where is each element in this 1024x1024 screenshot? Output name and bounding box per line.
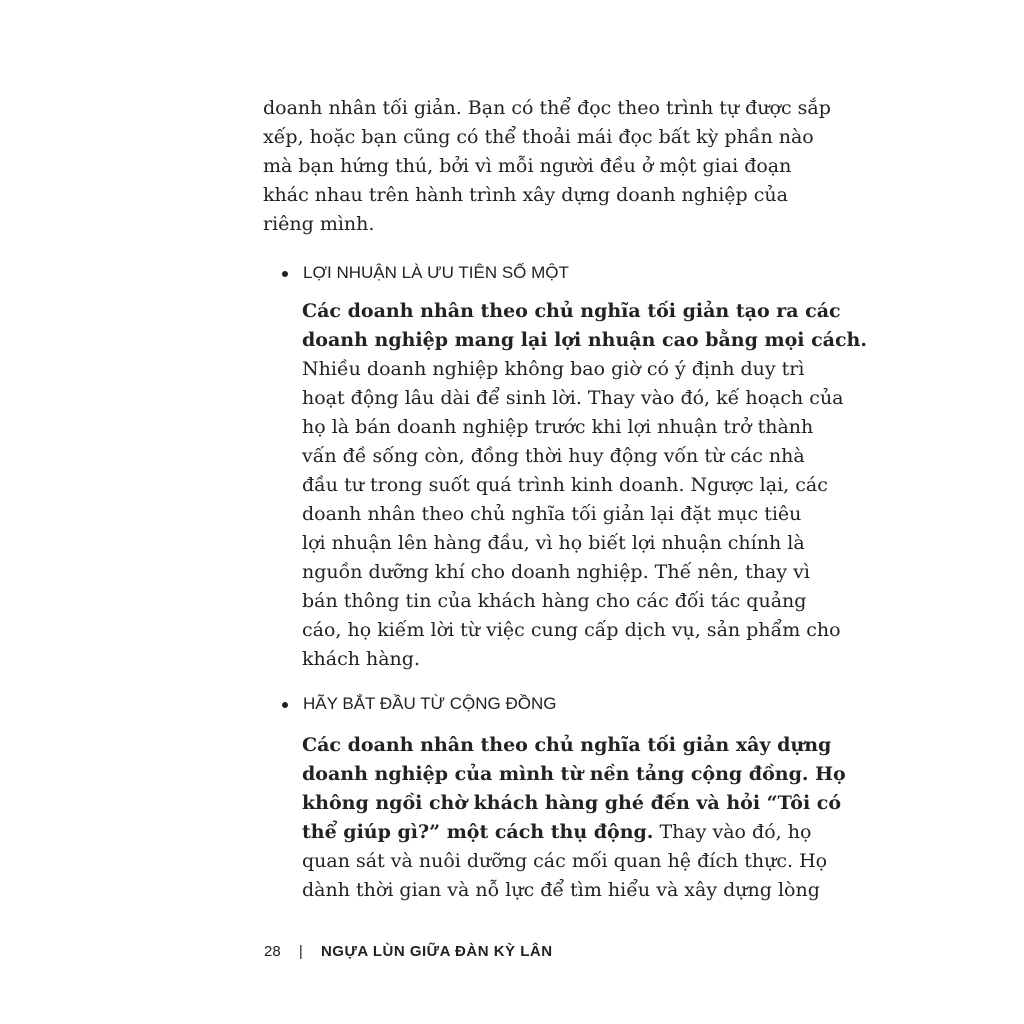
bullet-icon <box>282 271 288 277</box>
section-heading-profit <box>303 262 569 284</box>
text-line: doanh nhân tối giản. Bạn có thể đọc theo trình tự được sắp <box>263 97 831 119</box>
section-heading-community <box>303 693 557 715</box>
bold-text: Các doanh nhân theo chủ nghĩa tối giản xây dựng <box>302 734 832 756</box>
mixed-text-line <box>302 818 812 847</box>
text-line: khách hàng. <box>302 648 420 670</box>
regular-text: Thay vào đó, họ <box>653 821 812 843</box>
text-line: riêng mình. <box>263 213 375 235</box>
text-line: họ là bán doanh nghiệp trước khi lợi nhuận trở thành <box>302 416 814 438</box>
bold-text: Các doanh nhân theo chủ nghĩa tối giản tạo ra các <box>302 300 841 322</box>
bullet-icon <box>282 702 288 708</box>
bold-text: doanh nghiệp của mình từ nền tảng cộng đồng. Họ <box>302 763 846 785</box>
heading-text: LỢI NHUẬN LÀ ƯU TIÊN SỐ MỘT <box>303 263 569 282</box>
bold-text-line <box>302 789 842 818</box>
book-title: NGỰA LÙN GIỮA ĐÀN KỲ LÂN <box>320 943 553 960</box>
text-line: đầu tư trong suốt quá trình kinh doanh. Ngược lại, các <box>302 474 828 496</box>
footer-separator: | <box>298 943 303 960</box>
text-line: mà bạn hứng thú, bởi vì mỗi người đều ở một giai đoạn <box>263 155 792 177</box>
text-line: hoạt động lâu dài để sinh lời. Thay vào đó, kế hoạch của <box>302 387 844 409</box>
text-line: nguồn dưỡng khí cho doanh nghiệp. Thế nên, thay vì <box>302 561 810 583</box>
text-line: Nhiều doanh nghiệp không bao giờ có ý định duy trì <box>302 358 805 380</box>
section-community-paragraph <box>302 731 846 905</box>
intro-paragraph <box>263 94 831 239</box>
text-line: bán thông tin của khách hàng cho các đối tác quảng <box>302 590 807 612</box>
bold-text-line <box>302 760 846 789</box>
text-line: doanh nhân theo chủ nghĩa tối giản lại đặt mục tiêu <box>302 503 802 525</box>
bold-text: thể giúp gì?” một cách thụ động. <box>302 821 654 843</box>
bold-text-line <box>302 326 867 355</box>
heading-text: HÃY BẮT ĐẦU TỪ CỘNG ĐỒNG <box>303 694 557 713</box>
text-line: xếp, hoặc bạn cũng có thể thoải mái đọc bất kỳ phần nào <box>263 126 814 148</box>
bold-text: không ngồi chờ khách hàng ghé đến và hỏi “Tôi có <box>302 792 842 814</box>
text-line: dành thời gian và nỗ lực để tìm hiểu và xây dựng lòng <box>302 879 820 901</box>
page-footer <box>264 941 553 963</box>
bold-text: doanh nghiệp mang lại lợi nhuận cao bằng mọi cách. <box>302 329 867 351</box>
section-profit-paragraph <box>302 297 867 674</box>
text-line: khác nhau trên hành trình xây dựng doanh nghiệp của <box>263 184 788 206</box>
text-line: quan sát và nuôi dưỡng các mối quan hệ đích thực. Họ <box>302 850 828 872</box>
text-line: lợi nhuận lên hàng đầu, vì họ biết lợi nhuận chính là <box>302 532 805 554</box>
page-number: 28 <box>264 943 281 960</box>
bold-text-line <box>302 297 841 326</box>
text-line: cáo, họ kiếm lời từ việc cung cấp dịch vụ, sản phẩm cho <box>302 619 841 641</box>
bold-text-line <box>302 731 832 760</box>
text-line: vấn đề sống còn, đồng thời huy động vốn từ các nhà <box>302 445 805 467</box>
